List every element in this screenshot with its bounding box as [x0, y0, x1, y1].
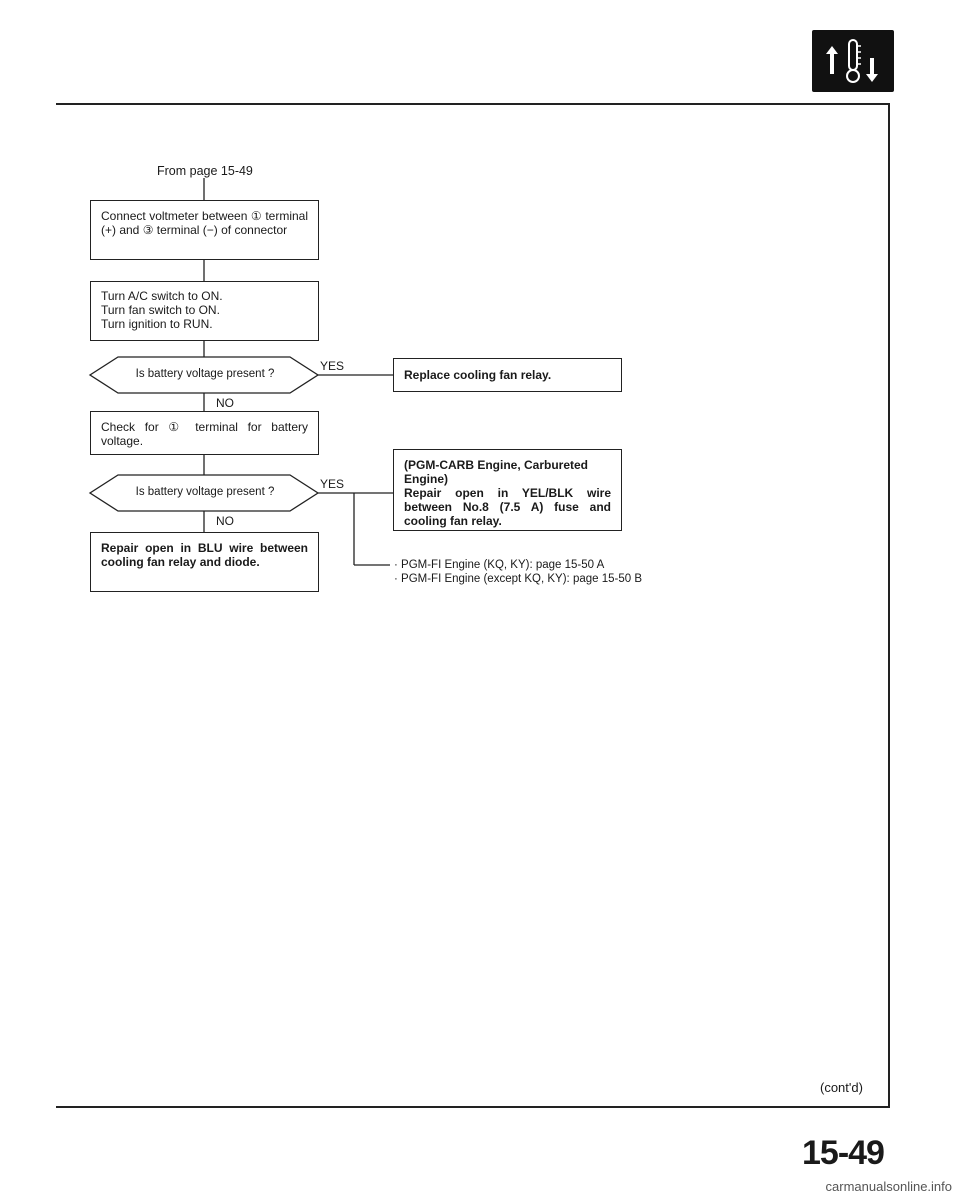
- result-blu-text: Repair open in BLU wire between cooling fan relay and diode.: [101, 541, 308, 569]
- step-connect-text: Connect voltmeter between ① terminal (+) and ③ terminal (−) of connector: [101, 209, 308, 237]
- result-carb-body: Repair open in YEL/BLK wire between No.8 (7.5 A) fuse and cooling fan relay.: [404, 486, 611, 528]
- yes-label-2: YES: [320, 477, 345, 491]
- step-turn-line-3: Turn ignition to RUN.: [101, 317, 213, 331]
- yes-label-1: YES: [320, 359, 345, 373]
- question-1: Is battery voltage present ?: [135, 368, 275, 380]
- continued-label: (cont'd): [820, 1080, 863, 1095]
- result-replace-text: Replace cooling fan relay.: [404, 368, 552, 382]
- question-2: Is battery voltage present ?: [135, 486, 275, 498]
- result-carb-title: (PGM-CARB Engine, Carbureted Engine): [404, 458, 589, 486]
- pgmfi-references: [394, 558, 642, 586]
- watermark: carmanualsonline.info: [825, 1179, 952, 1194]
- no-label-1: NO: [216, 396, 234, 410]
- step-check-text: Check for ① terminal for battery voltage.: [101, 420, 308, 448]
- step-turn-line-1: Turn A/C switch to ON.: [101, 289, 223, 303]
- result-replace-relay: [393, 358, 622, 392]
- no-label-2: NO: [216, 514, 234, 528]
- page-number: 15-49: [802, 1134, 884, 1172]
- step-check-terminal: [90, 411, 319, 455]
- from-page-label: From page 15-49: [157, 164, 253, 178]
- pgmfi-ref-1: · PGM-FI Engine (KQ, KY): page 15-50 A: [394, 559, 605, 571]
- step-turn-switches: [90, 281, 319, 341]
- step-turn-line-2: Turn fan switch to ON.: [101, 303, 220, 317]
- result-blu-repair: [90, 532, 319, 592]
- result-carb-repair: [393, 449, 622, 531]
- pgmfi-ref-2: · PGM-FI Engine (except KQ, KY): page 15-50 B: [394, 573, 642, 585]
- cooling-thermometer-icon: [812, 30, 894, 92]
- step-connect-voltmeter: [90, 200, 319, 260]
